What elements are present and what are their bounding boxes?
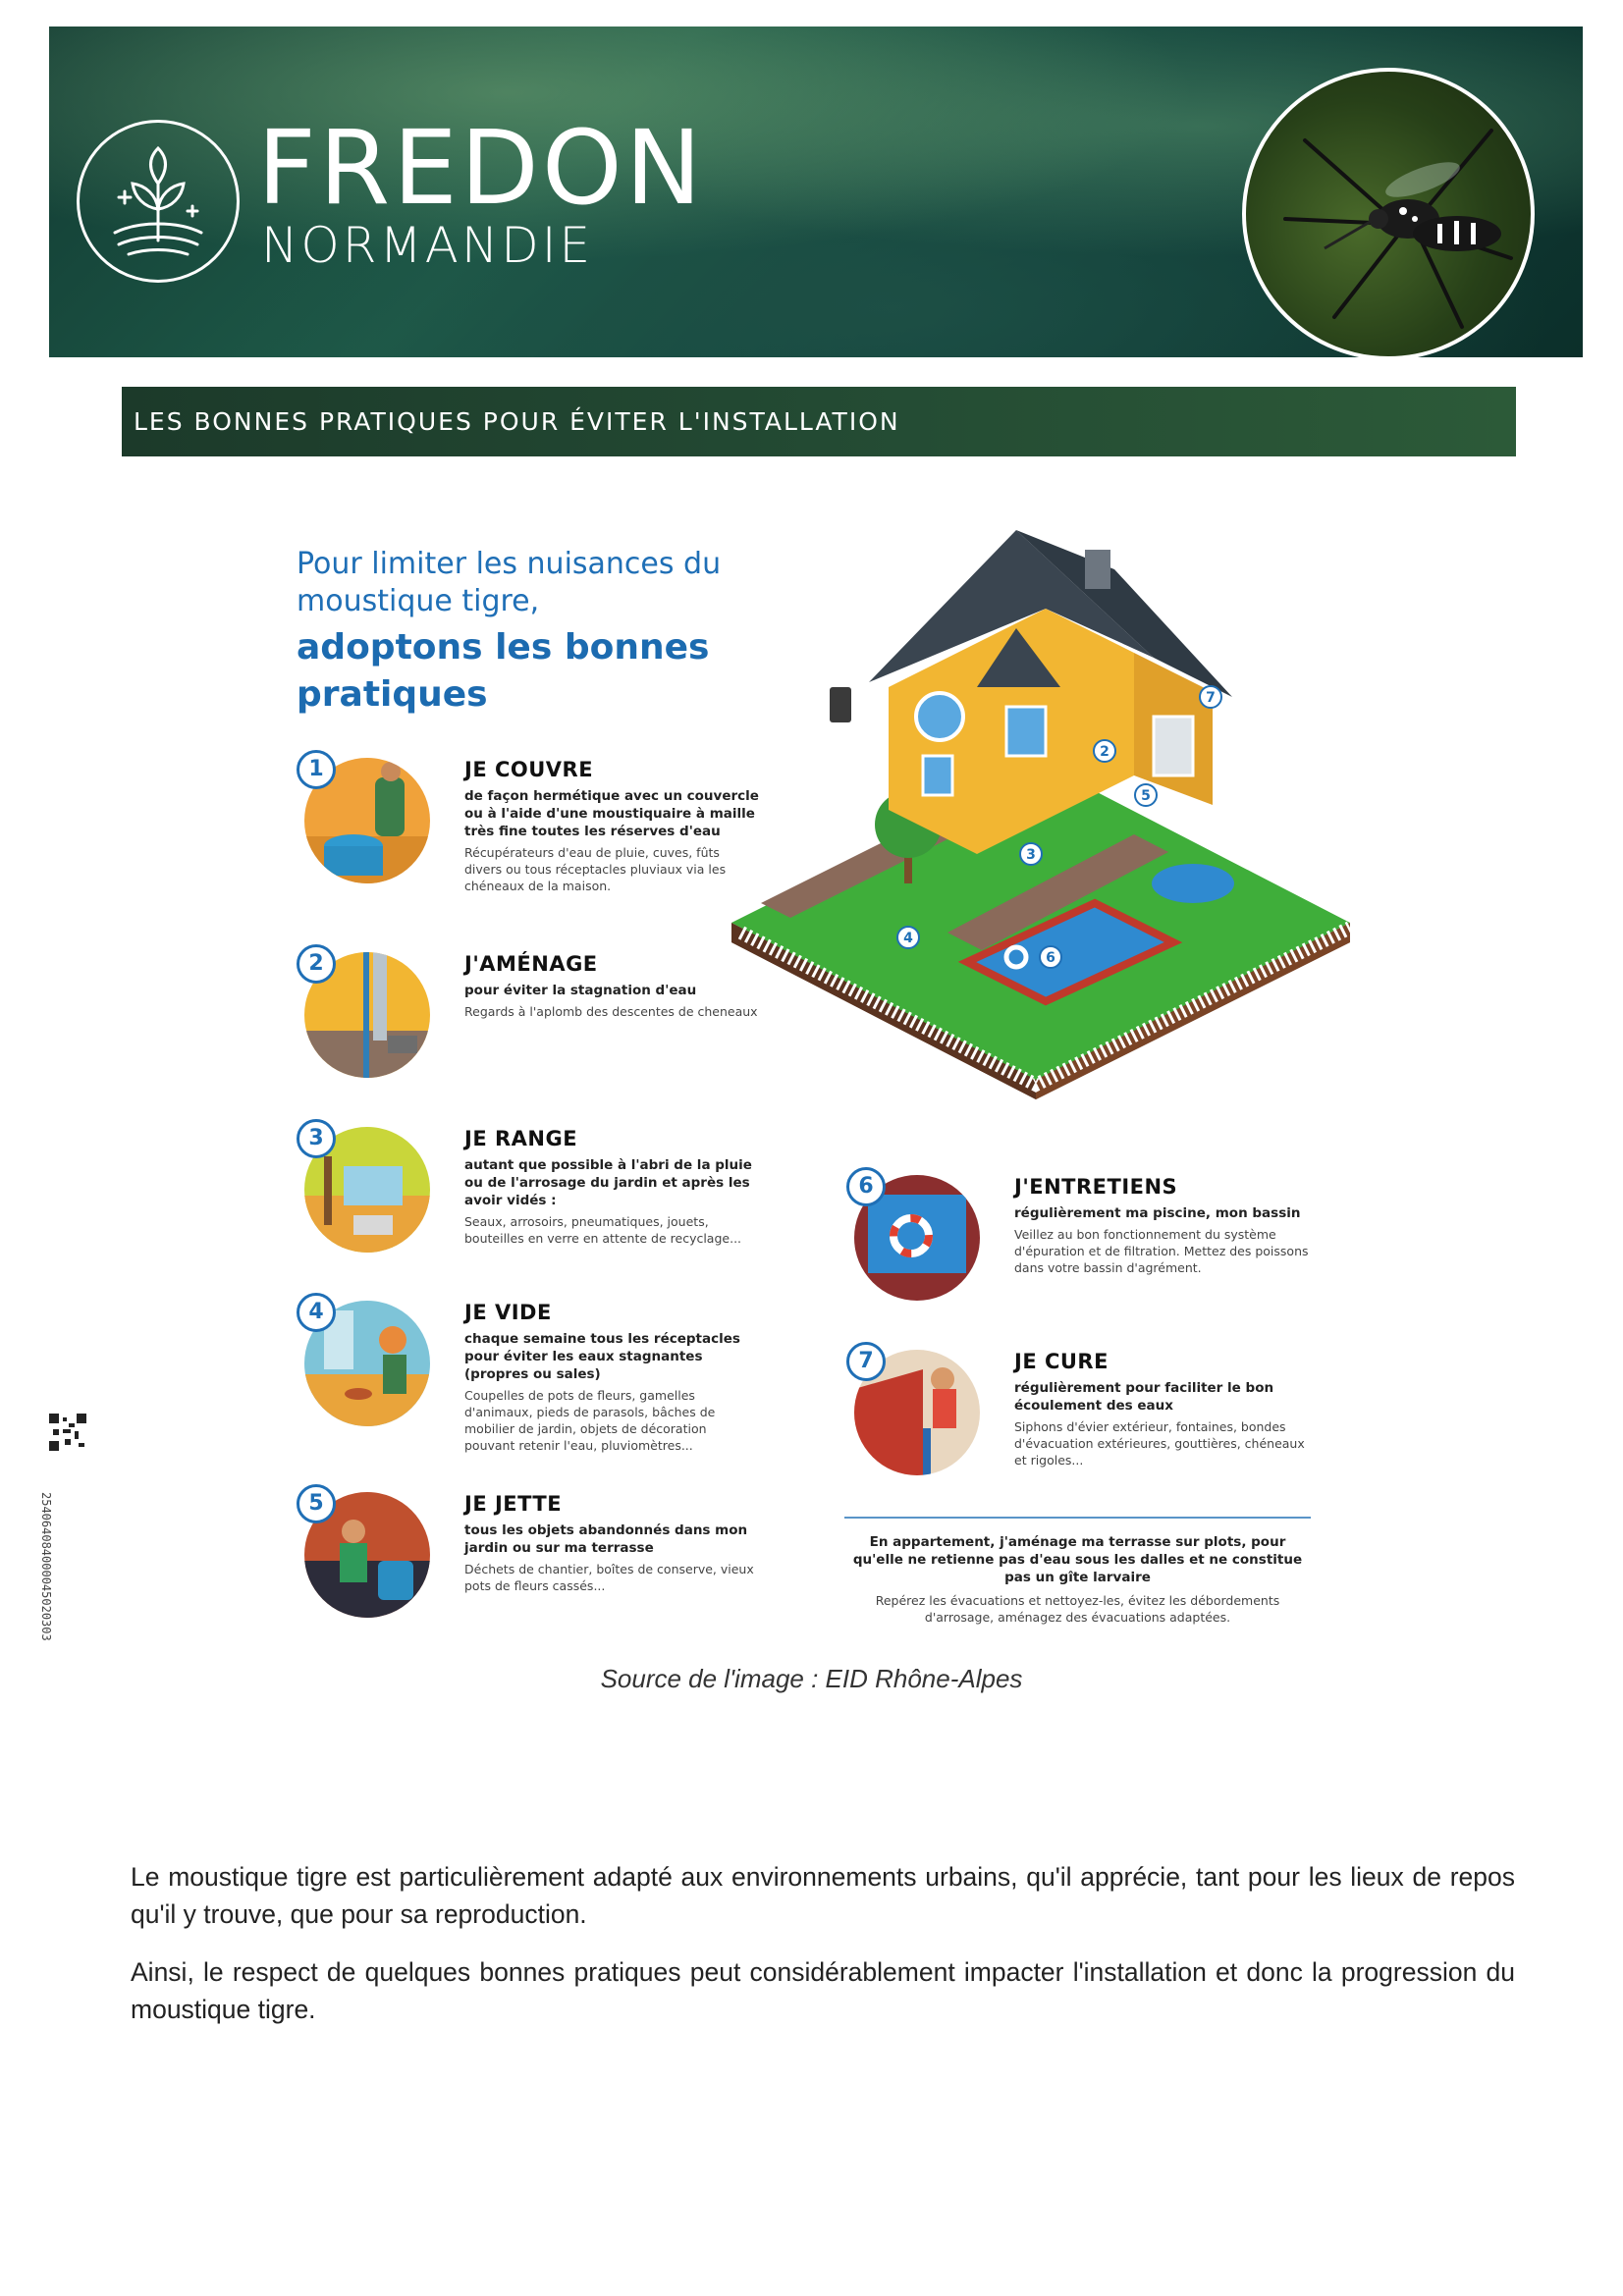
step-detail: Seaux, arrosoirs, pneumatiques, jouets, bouteilles en verre en attente de recyclage...: [464, 1214, 742, 1246]
house-marker-5: 5: [1141, 788, 1151, 804]
step-number: 4: [297, 1293, 336, 1332]
house-marker-6: 6: [1046, 950, 1055, 966]
step-number: 6: [846, 1167, 886, 1206]
step-number: 1: [297, 750, 336, 789]
mosquito-photo: [1242, 68, 1535, 357]
brand-title: FREDON: [257, 108, 705, 228]
apartment-note: [844, 1533, 1311, 1626]
step-instruction: pour éviter la stagnation d'eau: [464, 983, 697, 998]
house-marker-4: 4: [903, 931, 913, 946]
step-instruction: régulièrement ma piscine, mon bassin: [1014, 1205, 1301, 1221]
image-source-caption: Source de l'image : EID Rhône-Alpes: [600, 1664, 1023, 1693]
step-title: J'ENTRETIENS: [1014, 1175, 1178, 1199]
house-marker-7: 7: [1206, 690, 1216, 706]
body-paragraph: Le moustique tigre est particulièrement adapté aux environnements urbains, qu'il apprécie, tant pour les lieux de repos qu'il y trouve, que pour sa reproduction.: [131, 1862, 1515, 1929]
infographic-headline: [297, 546, 729, 719]
step-detail: Siphons d'évier extérieur, fontaines, bondes d'évacuation extérieures, gouttières, chéneaux et rigoles...: [1014, 1419, 1305, 1468]
step-title: JE JETTE: [464, 1492, 563, 1516]
step-title: JE COUVRE: [464, 758, 594, 781]
header-banner: [49, 27, 1583, 357]
step-instruction: régulièrement pour faciliter le bon écoulement des eaux: [1014, 1380, 1274, 1414]
plant-logo-icon: [77, 120, 240, 283]
house-marker-2: 2: [1100, 744, 1109, 760]
note-instruction: En appartement, j'aménage ma terrasse sur plots, pour qu'elle ne retienne pas d'eau sous les dalles et ne constitue pas un gîte larvaire: [852, 1534, 1303, 1585]
brand-subtitle: NORMANDIE: [261, 217, 594, 274]
headline-intro: Pour limiter les nuisances du moustique tigre,: [297, 547, 722, 618]
step-instruction: autant que possible à l'abri de la pluie ou de l'arrosage du jardin et après les avoir vidés :: [464, 1157, 752, 1208]
step-number: 5: [297, 1484, 336, 1523]
headline-emphasis: adoptons les bonnes pratiques: [297, 627, 710, 715]
step-detail: Regards à l'aplomb des descentes de cheneaux: [464, 1004, 758, 1019]
document-reference-code: 254064084000045020303: [39, 1492, 53, 1641]
step-title: J'AMÉNAGE: [464, 952, 598, 976]
step-number: 7: [846, 1342, 886, 1381]
qr-code-icon: [49, 1414, 86, 1451]
section-title-bar: [122, 387, 1516, 456]
step-title: JE VIDE: [464, 1301, 552, 1324]
step-number: 2: [297, 944, 336, 984]
body-paragraph: Ainsi, le respect de quelques bonnes pratiques peut considérablement impacter l'installation et donc la progression du moustique tigre.: [131, 1957, 1515, 2024]
section-title: LES BONNES PRATIQUES POUR ÉVITER L'INSTALLATION: [134, 407, 900, 436]
step-detail: Coupelles de pots de fleurs, gamelles d'animaux, pieds de parasols, bâches de mobilier de jardin, objets de décoration pouvant retenir l'eau, pluviomètres...: [464, 1388, 716, 1453]
note-detail: Repérez les évacuations et nettoyez-les, évitez les débordements d'arrosage, aménagez des évacuations adaptées.: [875, 1593, 1280, 1625]
step-detail: Veillez au bon fonctionnement du système d'épuration et de filtration. Mettez des poissons dans votre bassin d'agrément.: [1014, 1227, 1309, 1275]
step-instruction: chaque semaine tous les réceptacles pour éviter les eaux stagnantes (propres ou sales): [464, 1331, 740, 1382]
step-detail: Déchets de chantier, boîtes de conserve, vieux pots de fleurs cassés...: [464, 1562, 754, 1593]
step-instruction: tous les objets abandonnés dans mon jardin ou sur ma terrasse: [464, 1522, 748, 1556]
house-marker-3: 3: [1026, 847, 1036, 863]
step-detail: Récupérateurs d'eau de pluie, cuves, fûts divers ou tous réceptacles pluviaux via les chéneaux de la maison.: [464, 845, 727, 893]
step-number: 3: [297, 1119, 336, 1158]
step-instruction: de façon hermétique avec un couvercle ou à l'aide d'une moustiquaire à maille très fine toutes les réserves d'eau: [464, 788, 759, 839]
step-title: JE RANGE: [464, 1127, 578, 1150]
step-title: JE CURE: [1014, 1350, 1109, 1373]
note-divider: [844, 1517, 1311, 1519]
house-illustration: [722, 510, 1360, 1158]
